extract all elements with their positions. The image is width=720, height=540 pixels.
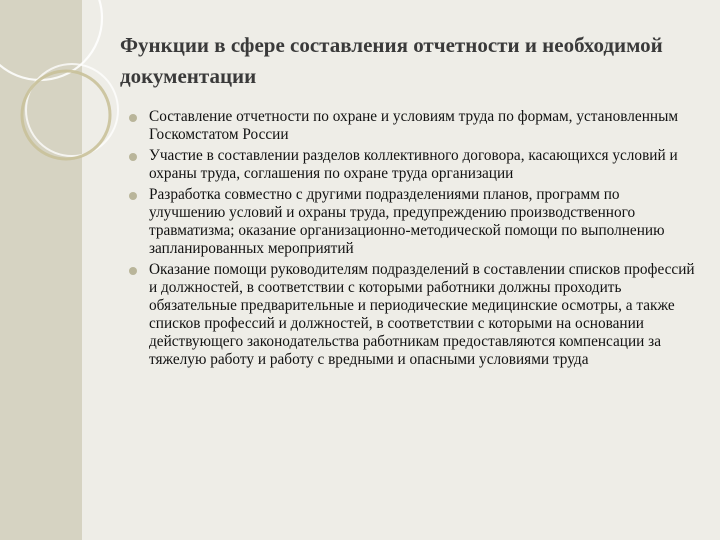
left-band [0,0,82,540]
bullet-item [128,108,698,144]
bullet-dot-icon [129,192,137,200]
bullet-item [128,261,698,369]
bullet-text: Участие в составлении разделов коллективного договора, касающихся условий и охраны труда, соглашения по охране труда организации [149,147,678,182]
bullet-list [128,108,698,372]
bullet-dot-icon [129,267,137,275]
bullet-text: Оказание помощи руководителям подразделений в составлении списков профессий и должностей, в соответствии с которыми работники должны проходить обязательные предварительные и периодические медицинские осмотры, а также списков профессий и должностей, в соответствии с которыми на основании действующего законодательства работникам предоставляются компенсации за тяжелую работу и работу с вредными и опасными условиями труда [149,261,695,368]
bullet-item [128,186,698,258]
bullet-dot-icon [129,114,137,122]
bullet-text: Разработка совместно с другими подразделениями планов, программ по улучшению условий и охраны труда, предупреждению производственного травматизма; оказание организационно-методической помощи по выполнению запланированных мероприятий [149,186,665,257]
slide-title: Функции в сфере составления отчетности и необходимой документации [120,33,663,88]
bullet-dot-icon [129,153,137,161]
bullet-text: Составление отчетности по охране и условиям труда по формам, установленным Госкомстатом России [149,108,679,143]
bullet-item [128,147,698,183]
